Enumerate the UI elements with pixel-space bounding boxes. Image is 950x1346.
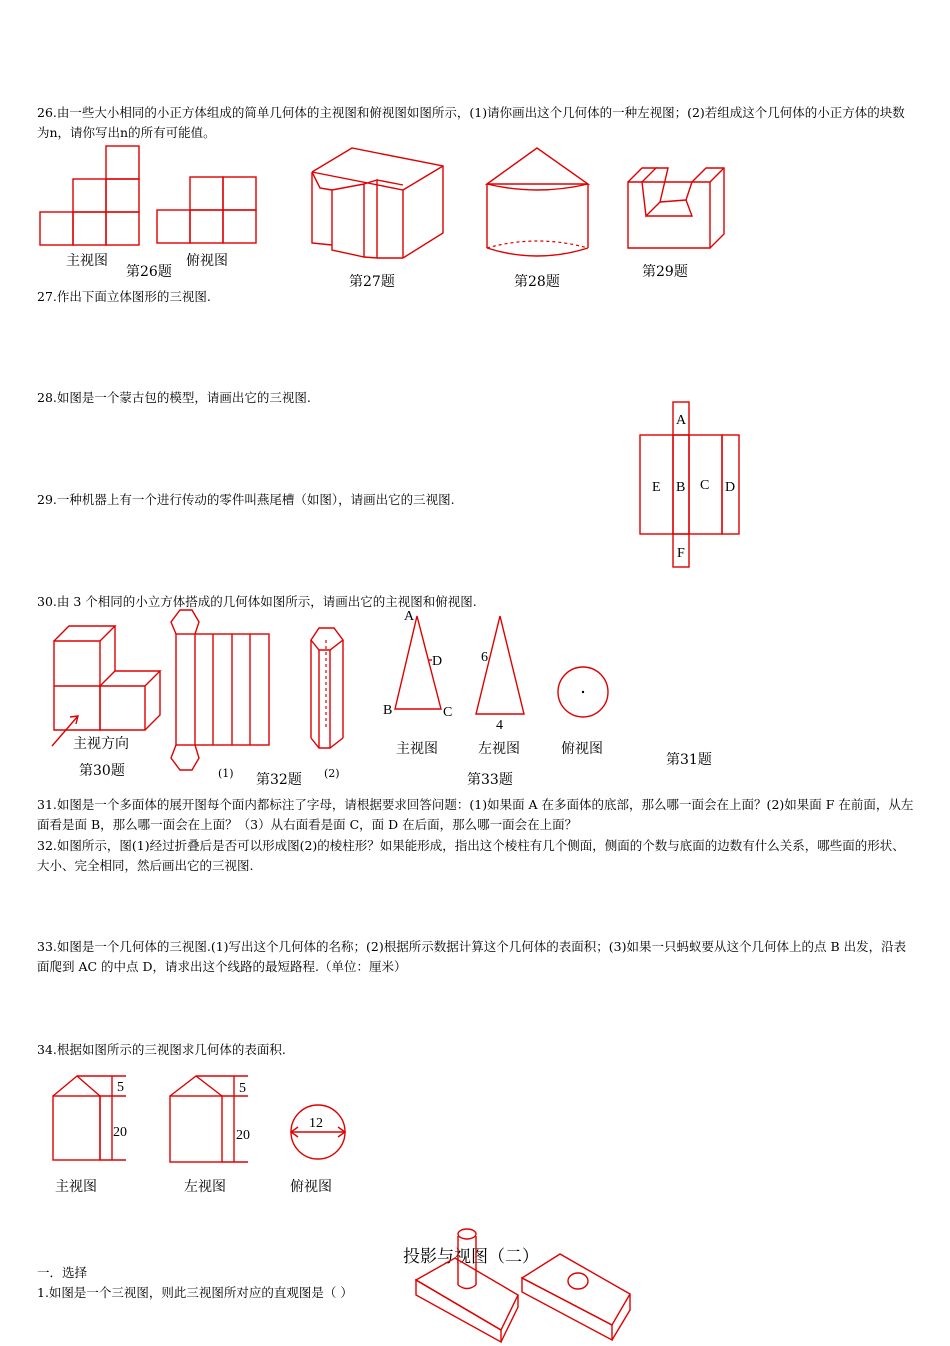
q32-caption: 第32题 [256, 772, 302, 788]
section-title: 投影与视图（二） [403, 1247, 539, 1267]
q30-text: 30.由 3 个相同的小立方体搭成的几何体如图所示，请画出它的主视图和俯视图. [37, 594, 477, 609]
q30-direction-label: 主视方向 [73, 736, 129, 752]
q30-caption: 第30题 [79, 763, 125, 779]
q27-text: 27.作出下面立体图形的三视图. [37, 289, 211, 304]
q26-front-label: 主视图 [66, 253, 108, 269]
q33-point-c: C [443, 705, 453, 720]
q33-left-view [476, 616, 524, 733]
q34-front-view [53, 1076, 127, 1160]
q31-face-a: A [676, 413, 687, 428]
q33-point-b: B [383, 703, 393, 718]
q30-cubes-figure [52, 626, 160, 746]
q29-dovetail-figure [628, 168, 724, 248]
q34-left-view [170, 1076, 250, 1162]
q31-face-e: E [652, 480, 661, 495]
q34-top-label: 俯视图 [290, 1179, 332, 1195]
q28-text: 28.如图是一个蒙古包的模型，请画出它的三视图. [37, 390, 311, 405]
q34-left-dim-height: 20 [236, 1128, 250, 1143]
q31-face-f: F [677, 546, 685, 561]
section-part: 一．选择 [37, 1265, 88, 1280]
section2-q1-block-with-hole [522, 1254, 630, 1340]
q34-front-label: 主视图 [55, 1179, 97, 1195]
q32-sub2-caption: (2) [324, 767, 340, 780]
q28-yurt-figure [487, 148, 588, 256]
q26-front-view [40, 146, 139, 245]
q31-cube-net [640, 402, 739, 567]
q26-caption: 第26题 [126, 264, 172, 280]
q27-caption: 第27题 [349, 274, 395, 290]
q32-prism-figure [311, 628, 343, 748]
q32-prism-net [171, 610, 269, 770]
q31-face-c: C [700, 478, 710, 493]
q33-point-d: D [432, 654, 443, 669]
section2-q1-block-with-pin [416, 1229, 518, 1342]
q26-top-label: 俯视图 [186, 253, 228, 269]
q31-caption: 第31题 [666, 752, 712, 768]
q29-text: 29.一种机器上有一个进行传动的零件叫燕尾槽（如图），请画出它的三视图. [37, 492, 455, 507]
q33-point-a: A [404, 609, 415, 624]
q33-text: 33.如图是一个几何体的三视图.(1)写出这个几何体的名称；(2)根据所示数据计算这个几何体的表面积；(3)如果一只蚂蚁要从这个几何体上的点 B 出发，沿表面爬到 AC 的中点 D，请求出这个线路的最短路程.（单位：厘米） [37, 939, 907, 974]
q31-text: 31.如图是一个多面体的展开图每个面内都标注了字母，请根据要求回答问题：(1)如果面 A 在多面体的底部，那么哪一面会在上面？(2)如果面 F 在前面，从左面看是面 B，那么哪一面会在上面？（3）从右面看是面 C，面 D 在后面，那么哪一面会在上面？ [37, 797, 914, 832]
q33-front-label: 主视图 [396, 741, 438, 757]
q31-face-d: D [725, 480, 736, 495]
q34-left-dim-roof: 5 [239, 1081, 246, 1096]
section-q1-text: 1.如图是一个三视图，则此三视图所对应的直观图是（ ） [37, 1285, 353, 1300]
q32-sub1-caption: (1) [218, 767, 234, 780]
q34-top-view [291, 1105, 345, 1159]
q33-front-view [383, 609, 452, 720]
q26-text: 26.由一些大小相同的小正方体组成的简单几何体的主视图和俯视图如图所示，(1)请你画出这个几何体的一种左视图；(2)若组成这个几何体的小正方体的块数为n，请你写出n的所有可能值。 [37, 105, 905, 140]
q29-caption: 第29题 [642, 264, 688, 280]
q26-top-view [157, 177, 256, 243]
q33-top-label: 俯视图 [561, 741, 603, 757]
q33-dim-slant: 6 [481, 650, 488, 665]
q33-top-view [558, 667, 608, 717]
q32-text: 32.如图所示，图(1)经过折叠后是否可以形成图(2)的棱柱形？如果能形成，指出这个棱柱有几个侧面，侧面的个数与底面的边数有什么关系，哪些面的形状、大小、完全相同，然后画出它的三视图. [37, 838, 905, 873]
q34-front-dim-roof: 5 [117, 1080, 124, 1095]
q34-left-label: 左视图 [184, 1179, 226, 1195]
q34-front-dim-height: 20 [113, 1125, 127, 1140]
q28-caption: 第28题 [514, 274, 560, 290]
q31-face-b: B [676, 480, 686, 495]
q34-text: 34.根据如图所示的三视图求几何体的表面积. [37, 1042, 286, 1057]
q27-solid-figure [312, 148, 443, 258]
q33-dim-base: 4 [496, 718, 503, 733]
q33-left-label: 左视图 [478, 741, 520, 757]
q34-dim-diameter: 12 [309, 1116, 323, 1131]
q33-caption: 第33题 [467, 772, 513, 788]
